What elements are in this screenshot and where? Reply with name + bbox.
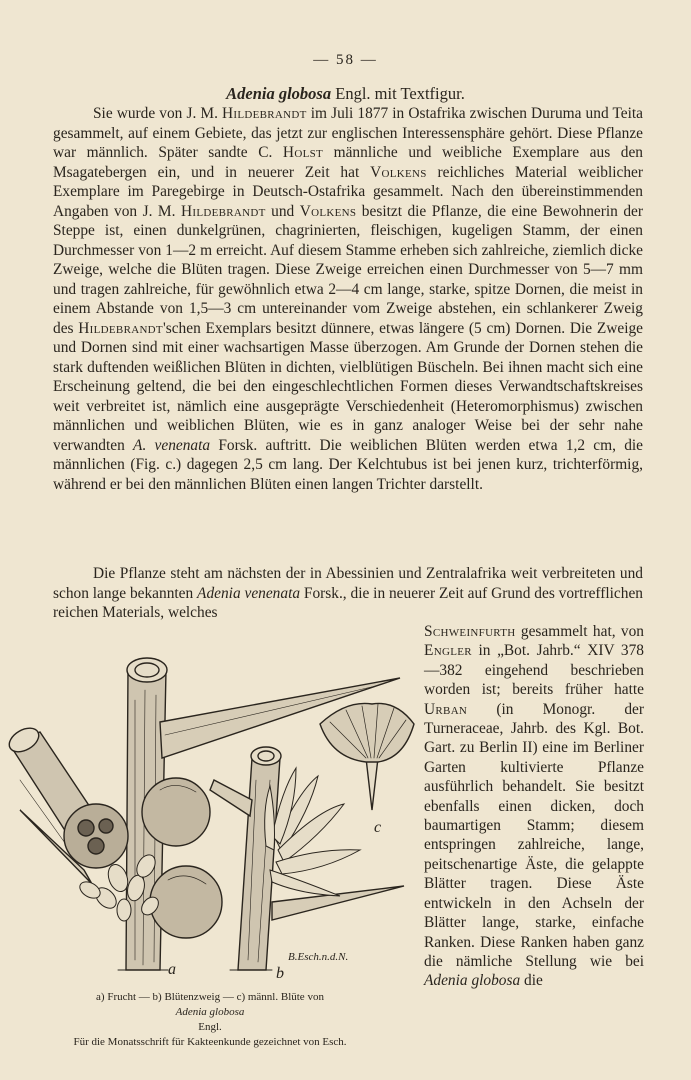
page-number: — 58 — [313, 52, 378, 68]
text-run: (in Monogr. der Turneraceae, Jahrb. des Kgl. Bot. Gart. zu Berlin II) eine im Berliner Garten kultivierte Pflanze ausführlich behandelt. Sie besitzt ebenfalls einen dicken, doch baumartigen Stamm; diesem entspringen zahlreiche, lange, peitschenartige Äste, die gelappte Blätter tragen. Diese Äste entwickeln in den Achseln der Blätter lange, starke, einfache Ranken. Diese Ranken haben ganz die nämliche Stellung wie bei [424, 700, 644, 970]
botanical-illustration [0, 640, 420, 990]
caption-line-2: Für die Monatsschrift für Kakteenkunde gezeichnet von Esch. [73, 1036, 347, 1048]
text-run: Forsk. auftritt. Die weiblichen Blüten werden etwa 1,2 cm, die männlichen (Fig. c.) dagegen 2,5 cm lang. Der Kelchtubus ist bei jenen kurz, trichterförmig, während er bei den männlichen Blüten einen langen Trichter darstellt. [53, 436, 644, 493]
heading-rest: Engl. mit Textfigur. [331, 84, 465, 103]
text-run: Engl. [198, 1021, 222, 1033]
text-run: Sie wurde von J. M. [93, 105, 222, 122]
species-name: Adenia globosa [175, 1006, 245, 1018]
side-column-text [424, 622, 644, 991]
text-run: Die Pflanze steht am nächsten der in Abessinien und Zentralafrika weit verbreiteten und schon lange bekannten [53, 565, 643, 602]
person-name: Volkens [299, 202, 357, 220]
person-name: Volkens [370, 163, 427, 181]
person-name: Schweinfurth [424, 623, 516, 640]
species-name: Adenia globosa [424, 972, 521, 990]
text-run: Forsk., die in neuerer Zeit auf Grund des vortrefflichen reichen Materials, welches [53, 584, 643, 621]
figure-label-a: a [168, 961, 176, 978]
caption-line-1 [0, 990, 420, 1035]
figure-a-branch [5, 658, 400, 970]
person-name: Hildebrandt [222, 105, 307, 122]
text-run: männliche und weibliche Exemplare aus den Msagatebergen ein, und in neuerer Zeit hat [53, 144, 643, 181]
illustrator-signature: B.Esch.n.d.N. [288, 951, 349, 963]
text-run: in „Bot. Jahrb.“ XIV 378—382 eingehend beschrieben worden ist; bereits früher hatte [424, 642, 644, 699]
text-run: im Juli 1877 in Ostafrika zwischen Duruma und Teita gesammelt, auf einem Gebiete, das jetzt zur englischen Interessensphäre gehört. Diese Pflanze war männlich. Später sandte C. [53, 105, 643, 161]
figure-caption [0, 990, 420, 1050]
person-name: Engler [424, 642, 472, 660]
text-run: besitzt die Pflanze, die eine Bewohnerin der Steppe ist, einen dunkelgrünen, chagrinierten, fleischigen, kugeligen Stamm, der einen Durchmesser von 1—2 m erreicht. Auf diesem Stamme erheben sich zahlreiche, ziemlich dicke Zweige, welche die Blüten tragen. Diese Zweige erreichen einen Durchmesser von 5—7 mm und tragen zahlreiche, für gewöhnlich etwa 2—4 cm lange, starke, spitze Dornen, die meist in einem Abstande von 1,5—3 cm untereinander vom Zweige abstehen, ein schlankerer Zweig des [53, 202, 643, 337]
person-name: Hildebrandt [78, 319, 163, 337]
person-name: Holst [282, 144, 324, 161]
text-run: und [265, 202, 300, 220]
text-run: die [520, 972, 543, 990]
figure-c-flower [320, 703, 414, 810]
paragraph-1 [53, 104, 643, 494]
text-run: reichliches Material weiblicher Exemplare im Paregebirge in Deutsch-Ostafrika gesammelt. Nach den übereinstimmenden Angaben von J. M. [53, 163, 643, 220]
section-heading [0, 84, 691, 104]
text-run: gesammelt hat, von [515, 623, 644, 640]
person-name: Hildebrandt [180, 202, 266, 220]
paragraph-2 [53, 564, 643, 623]
text-run: 'schen Exemplars besitzt dünnere, etwas längere (5 cm) Dornen. Die Zweige und Dornen sind mit einer wachsartigen Masse überzogen. Am Grunde der Dornen stehen die stark duftenden weißlichen Blüten in dichten, vielblütigen Büscheln. Bei ihnen macht sich eine Erscheinung geltend, die bei den eingeschlechtlichen Formen dieses Verwandtschaftskreises weit verbreitet ist, nämlich eine ausgeprägte Verschiedenheit (Heteromorphismus) zwischen männlichen und weiblichen Blüten, wie es in ganz analoger Weise bei der sehr nahe verwandten [53, 319, 643, 454]
figure-label-c: c [374, 819, 382, 836]
species-name: Adenia venenata [197, 584, 301, 602]
species-name: A. venenata [133, 436, 211, 454]
text-run: a) Frucht — b) Blütenzweig — c) männl. Blüte von [96, 991, 324, 1003]
person-name: Urban [424, 700, 468, 718]
figure-label-b: b [276, 965, 284, 982]
heading-species: Adenia globosa [226, 84, 332, 103]
